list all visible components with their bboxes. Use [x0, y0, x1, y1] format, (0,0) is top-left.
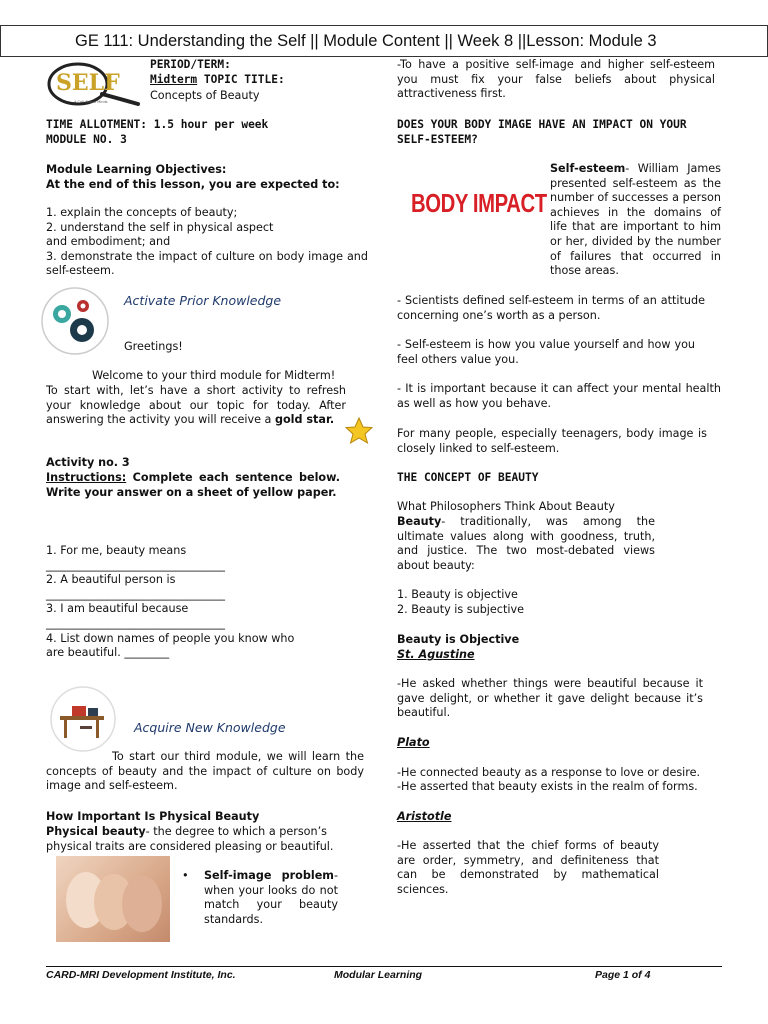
activity-item: 1. For me, beauty means: [46, 544, 187, 557]
philosophers-heading: What Philosophers Think About Beauty: [397, 500, 615, 513]
topic-title: Concepts of Beauty: [150, 89, 260, 102]
objective-item: 3. demonstrate the impact of culture on body image and self-esteem.: [46, 249, 368, 278]
time-allotment: TIME ALLOTMENT: 1.5 hour per week: [46, 118, 269, 131]
self-image-bullet: [204, 869, 338, 927]
paragraph-scientists: - Scientists defined self-esteem in terms of an attitude concerning one’s worth as a person.: [397, 294, 705, 322]
plato-heading: Plato: [397, 736, 430, 749]
objective-item: 1. explain the concepts of beauty;: [46, 206, 238, 219]
objective-heading: Beauty is Objective: [397, 633, 520, 646]
objectives-heading: Module Learning Objectives:: [46, 163, 227, 176]
answer-line: ________________________________: [46, 558, 225, 572]
instructions-text: Complete each sentence below. Write your answer on a sheet of yellow paper.: [46, 471, 340, 499]
period-label: PERIOD/TERM:: [150, 58, 231, 71]
concept-heading: THE CONCEPT OF BEAUTY: [397, 471, 539, 484]
objective-item: 2. understand the self in physical aspect: [46, 220, 274, 234]
beauty-definition: [397, 515, 655, 573]
activate-body-text: To start with, let’s have a short activity to refresh your knowledge about our topic for today. After answering the activity you will receive a: [46, 384, 346, 427]
activity-item: 2. A beautiful person is: [46, 573, 176, 587]
self-image-term: Self-image problem: [204, 869, 334, 882]
self-esteem-definition: [550, 162, 721, 279]
footer-mode: Modular Learning: [334, 969, 423, 981]
acquire-title: Acquire New Knowledge: [134, 720, 286, 735]
augustine-heading: St. Agustine: [397, 648, 475, 661]
bullet-dot: •: [182, 869, 189, 882]
activate-body: [46, 384, 346, 428]
svg-text:A Call Above Minds: A Call Above Minds: [74, 100, 108, 104]
faces-image: [56, 856, 170, 942]
star-icon: [344, 416, 374, 446]
body-impact-image: BODY IMPACT: [411, 188, 547, 218]
acquire-intro: To start our third module, we will learn the concepts of beauty and the impact of culture on body image and self-esteem.: [46, 750, 364, 793]
paragraph-important: - It is important because it can affect your mental health as well as how you behave.: [397, 382, 721, 410]
footer-page: Page 1 of 4: [595, 969, 651, 981]
aristotle-heading: Aristotle: [397, 810, 452, 823]
self-logo: [46, 58, 141, 110]
self-esteem-term: Self-esteem: [550, 162, 626, 175]
self-esteem-text: - William James presented self-esteem as the number of successes a person achieves in the domains of life that are important to him or her, divided by the number of failures that occurred in those areas.: [550, 162, 721, 278]
physical-heading: How Important Is Physical Beauty: [46, 810, 260, 823]
beauty-term: Beauty: [397, 515, 442, 528]
paragraph-teenagers: For many people, especially teenagers, body image is closely linked to self-esteem.: [397, 427, 707, 455]
physical-definition: [46, 825, 364, 854]
objective-item: and embodiment; and: [46, 235, 171, 249]
augustine-text: -He asked whether things were beautiful because it gave delight, or whether it gave delight because it’s beautiful.: [397, 677, 703, 720]
aristotle-text: -He asserted that the chief forms of beauty are order, symmetry, and definiteness that can be demonstrated by mathematical sciences.: [397, 839, 659, 896]
physical-def-text: - the degree to which a person’s physical traits are considered pleasing or beautiful.: [46, 825, 334, 853]
activity-item: are beautiful. ________: [46, 646, 170, 660]
intro-paragraph: -To have a positive self-image and higher self-esteem you must fix your false beliefs about physical attractiveness first.: [397, 58, 715, 101]
topic-label: TOPIC TITLE:: [197, 73, 285, 86]
svg-text:SELF: SELF: [56, 70, 120, 96]
footer-org: CARD-MRI Development Institute, Inc.: [46, 969, 236, 981]
greeting: Greetings!: [124, 340, 183, 353]
objectives-subheading: At the end of this lesson, you are expected to:: [46, 178, 340, 191]
activity-item: 4. List down names of people you know who: [46, 631, 295, 645]
welcome-text: Welcome to your third module for Midterm!: [92, 369, 336, 382]
body-image-question: DOES YOUR BODY IMAGE HAVE AN IMPACT ON YOUR SELF-ESTEEM?: [397, 118, 687, 146]
answer-line: ________________________________: [46, 616, 225, 630]
activity-items: [46, 544, 368, 661]
page-header: GE 111: Understanding the Self || Module Content || Week 8 ||Lesson: Module 3: [0, 25, 768, 57]
beauty-views: [397, 588, 524, 617]
activity-instructions: [46, 471, 340, 500]
magnifier-icon: [46, 58, 141, 110]
plato-text-1: -He connected beauty as a response to love or desire.: [397, 766, 701, 779]
activate-title: Activate Prior Knowledge: [124, 293, 282, 308]
gears-icon: [40, 286, 110, 356]
page-footer: [46, 966, 722, 981]
view-item: 2. Beauty is subjective: [397, 602, 524, 616]
term-value: Midterm: [150, 73, 198, 86]
module-number: MODULE NO. 3: [46, 133, 127, 146]
objectives-list: [46, 206, 368, 279]
physical-term: Physical beauty: [46, 825, 146, 838]
topic-line: [150, 73, 285, 88]
activity-title: Activity no. 3: [46, 456, 130, 469]
beauty-def-text: - traditionally, was among the ultimate values along with goodness, truth, and justice. The two most-debated views about beauty:: [397, 515, 655, 572]
plato-text-2: -He asserted that beauty exists in the realm of forms.: [397, 780, 698, 793]
instructions-label: Instructions:: [46, 471, 127, 484]
gold-star-text: gold star.: [274, 413, 335, 427]
view-item: 1. Beauty is objective: [397, 588, 518, 601]
answer-line: ________________________________: [46, 587, 225, 601]
self-image-text: - when your looks do not match your beauty standards.: [204, 869, 338, 926]
desk-icon: [50, 686, 116, 752]
activity-item: 3. I am beautiful because: [46, 602, 189, 616]
paragraph-value: - Self-esteem is how you value yourself and how you feel others value you.: [397, 338, 695, 366]
